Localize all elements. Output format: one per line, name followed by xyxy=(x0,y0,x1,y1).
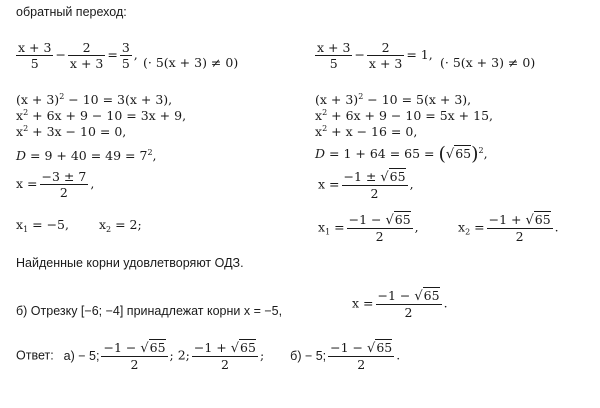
fraction: $\frac{-1 + √65}{2}$ xyxy=(193,340,256,372)
right-root-x1: $x_1$ = $\frac{-1 - √65}{2}$ , xyxy=(318,212,419,244)
right-original-equation: $\frac{x + 3}{5}$ − $\frac{2}{x + 3}$ = 1, xyxy=(317,40,433,71)
left-discriminant: $D = 9 + 40 = 49 = 7^2$, xyxy=(16,148,157,163)
section-header: обратный переход: xyxy=(16,5,127,19)
left-line-1: $(x + 3)^2 - 10 = 3(x + 3)$, xyxy=(16,92,173,107)
left-condition: (· 5(x + 3) ≠ 0) xyxy=(143,55,239,70)
answer-line: Ответ: а) − 5; $\frac{-1 - √65}{2}$ ; 2; $\frac{-1 + √65}{2}$ ; б) − 5; $\frac{-1 - √65}{2}$ . xyxy=(16,340,401,372)
left-roots-formula: x = $\frac{-3 \pm 7}{2}$ , xyxy=(16,169,95,200)
odz-statement: Найденные корни удовлетворяют ОДЗ. xyxy=(16,256,244,270)
right-line-2: $x^2 + 6x + 9 - 10 = 5x + 15$, xyxy=(315,108,494,123)
fraction: $\frac{3}{5}$ xyxy=(121,40,130,71)
fraction: $\frac{x + 3}{5}$ xyxy=(317,40,351,71)
right-roots-formula: x = $\frac{-1 \pm √65}{2}$ , xyxy=(318,169,414,201)
right-condition: (· 5(x + 3) ≠ 0) xyxy=(440,55,536,70)
fraction: $\frac{-1 - √65}{2}$ xyxy=(348,212,411,244)
fraction: $\frac{2}{x + 3}$ xyxy=(368,40,403,71)
right-line-1: $(x + 3)^2 - 10 = 5(x + 3)$, xyxy=(315,92,472,107)
fraction: $\frac{-1 - √65}{2}$ xyxy=(103,340,166,372)
right-discriminant: $D = 1 + 64 = 65 = (√65)^2$, xyxy=(315,143,488,165)
fraction: $\frac{-1 - √65}{2}$ xyxy=(330,340,393,372)
right-root-x2: $x_2$ = $\frac{-1 + √65}{2}$ . xyxy=(458,212,559,244)
left-original-equation: $\frac{x + 3}{5}$ − $\frac{2}{x + 3}$ = $\frac{3}{5}$ , xyxy=(18,40,138,71)
fraction: $\frac{-1 \pm √65}{2}$ xyxy=(343,169,406,201)
left-root-values: $x_1 = -5$, $x_2 = 2$; xyxy=(16,217,142,234)
fraction: $\frac{x + 3}{5}$ xyxy=(18,40,52,71)
part-b-root: x = $\frac{-1 - √65}{2}$ . xyxy=(352,288,448,320)
fraction: $\frac{-1 - √65}{2}$ xyxy=(377,288,440,320)
fraction: $\frac{2}{x + 3}$ xyxy=(69,40,104,71)
left-line-2: $x^2 + 6x + 9 - 10 = 3x + 9$, xyxy=(16,108,187,123)
part-b-statement: б) Отрезку [−6; −4] принадлежат корни x = −5, xyxy=(16,304,283,318)
right-line-3: $x^2 + x - 16 = 0$, xyxy=(315,124,418,139)
fraction: $\frac{-1 + √65}{2}$ xyxy=(488,212,551,244)
fraction: $\frac{-3 \pm 7}{2}$ xyxy=(41,169,87,200)
left-line-3: $x^2 + 3x - 10 = 0$, xyxy=(16,124,127,139)
